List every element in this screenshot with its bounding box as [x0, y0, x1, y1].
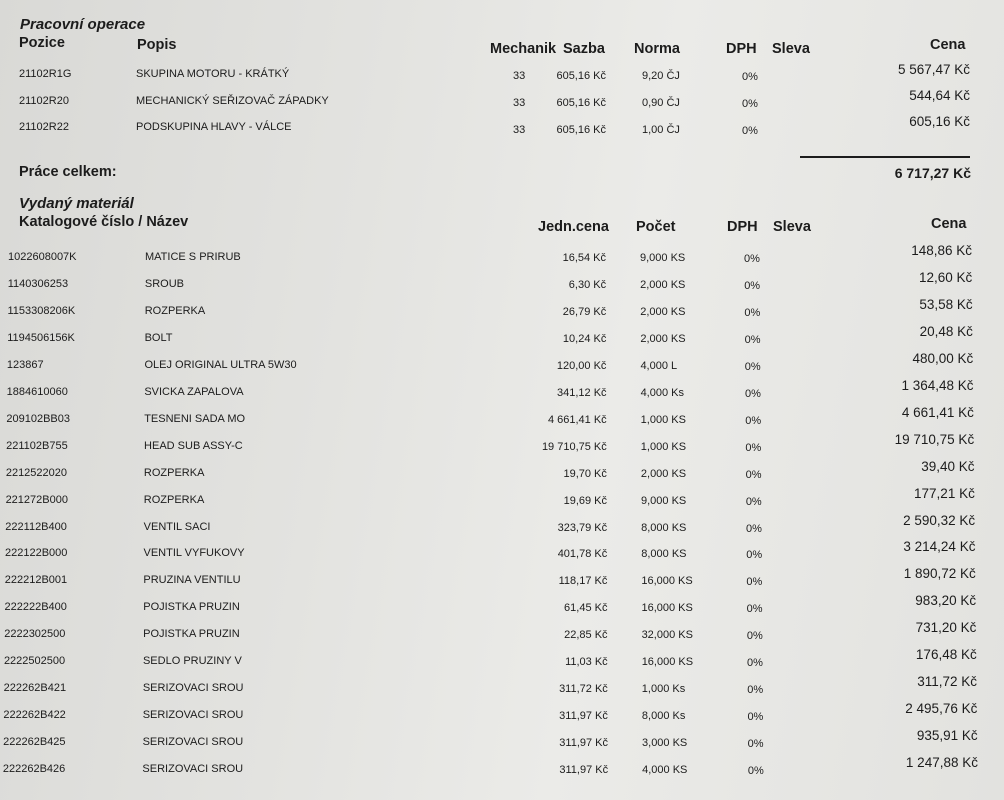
labor-row-2-popis: MECHANICKÝ SEŘIZOVAČ ZÁPADKY: [136, 95, 329, 107]
material-nazev: SERIZOVACI SROU: [142, 736, 244, 749]
material-pocet: 1,000 Ks: [641, 683, 686, 696]
material-cislo: 2222302500: [4, 628, 66, 641]
material-nazev: SEDLO PRUZINY V: [142, 655, 242, 668]
total-rule: [800, 156, 970, 158]
material-cena: 1 890,72 Kč: [903, 566, 976, 582]
material-pocet: 2,000 KS: [640, 305, 686, 318]
material-cislo: 1884610060: [6, 385, 68, 398]
labor-header-norma: Norma: [634, 41, 680, 57]
labor-row-1-sazba: 605,16 Kč: [556, 70, 606, 82]
material-pocet: 2,000 KS: [640, 467, 687, 480]
material-nazev: HEAD SUB ASSY-C: [144, 439, 243, 452]
material-cena: 2 495,76 Kč: [905, 701, 978, 717]
material-dph: 0%: [745, 495, 762, 508]
material-pocet: 32,000 KS: [641, 629, 693, 642]
material-dph: 0%: [747, 657, 763, 670]
labor-row-3-mechanik: 33: [513, 124, 526, 136]
material-dph: 0%: [744, 306, 761, 319]
material-cislo: 222122B000: [5, 547, 68, 560]
material-pocet: 2,000 KS: [640, 332, 686, 345]
material-jedn-cena: 323,79 Kč: [557, 521, 608, 534]
material-cislo: 2212522020: [5, 466, 68, 479]
material-jedn-cena: 341,12 Kč: [557, 386, 607, 399]
material-cislo: 222262B421: [3, 682, 67, 695]
material-cislo: 1140306253: [7, 277, 69, 290]
material-dph: 0%: [745, 441, 762, 454]
material-dph: 0%: [746, 603, 763, 616]
material-dph: 0%: [744, 253, 760, 265]
labor-header-popis: Popis: [137, 37, 177, 53]
labor-row-2-pozice: 21102R20: [19, 95, 69, 107]
material-jedn-cena: 61,45 Kč: [564, 602, 608, 615]
material-header-katalog: Katalogové číslo / Název: [19, 214, 189, 230]
material-cena: 12,60 Kč: [919, 269, 973, 285]
material-pocet: 2,000 KS: [640, 278, 686, 291]
material-nazev: POJISTKA PRUZIN: [143, 601, 240, 614]
material-cena: 176,48 Kč: [915, 647, 977, 663]
material-jedn-cena: 26,79 Kč: [562, 305, 607, 318]
material-dph: 0%: [746, 576, 763, 589]
material-dph: 0%: [744, 360, 761, 373]
material-dph: 0%: [746, 522, 762, 535]
material-jedn-cena: 311,97 Kč: [559, 737, 609, 750]
material-dph: 0%: [744, 279, 761, 292]
labor-row-3-dph: 0%: [742, 125, 758, 137]
material-nazev: SERIZOVACI SROU: [142, 763, 244, 776]
material-pocet: 16,000 KS: [641, 575, 693, 588]
material-cislo: 1153308206K: [7, 304, 76, 317]
material-cena: 53,58 Kč: [919, 296, 973, 312]
material-dph: 0%: [747, 765, 764, 778]
material-dph: 0%: [745, 414, 762, 427]
labor-row-3-norma: 1,00 ČJ: [642, 124, 680, 136]
material-section-title: Vydaný materiál: [19, 195, 134, 212]
material-dph: 0%: [744, 333, 761, 346]
material-cislo: 222262B426: [2, 763, 66, 776]
labor-row-3-pozice: 21102R22: [19, 121, 69, 133]
labor-header-sazba: Sazba: [563, 41, 605, 57]
material-pocet: 8,000 KS: [641, 548, 687, 561]
material-cena: 4 661,41 Kč: [901, 404, 974, 420]
material-pocet: 9,000 KS: [640, 252, 686, 264]
material-cislo: 222262B422: [3, 709, 66, 722]
material-nazev: VENTIL SACI: [143, 520, 211, 533]
material-nazev: OLEJ ORIGINAL ULTRA 5W30: [144, 358, 297, 371]
material-header-sleva: Sleva: [773, 219, 811, 235]
labor-row-3-popis: PODSKUPINA HLAVY - VÁLCE: [136, 121, 292, 133]
material-nazev: SERIZOVACI SROU: [142, 709, 244, 722]
material-jedn-cena: 19 710,75 Kč: [541, 440, 607, 453]
material-pocet: 8,000 KS: [641, 521, 687, 534]
material-pocet: 16,000 KS: [641, 602, 693, 615]
material-cena: 19 710,75 Kč: [894, 431, 975, 447]
material-jedn-cena: 19,69 Kč: [563, 494, 607, 507]
labor-row-1-mechanik: 33: [513, 70, 526, 82]
material-pocet: 4,000 L: [640, 359, 678, 372]
material-cislo: 222212B001: [4, 574, 68, 587]
labor-row-3-sazba: 605,16 Kč: [556, 124, 606, 136]
labor-total-label: Práce celkem:: [19, 164, 117, 180]
material-cena: 480,00 Kč: [912, 350, 974, 366]
labor-row-1-popis: SKUPINA MOTORU - KRÁTKÝ: [136, 68, 290, 80]
material-pocet: 1,000 KS: [640, 440, 687, 453]
material-cena: 1 247,88 Kč: [905, 755, 978, 771]
material-nazev: POJISTKA PRUZIN: [143, 628, 240, 641]
material-nazev: ROZPERKA: [143, 466, 205, 479]
material-cislo: 222222B400: [4, 601, 67, 614]
labor-header-sleva: Sleva: [772, 41, 810, 57]
material-pocet: 8,000 Ks: [641, 710, 686, 723]
labor-row-2-cena: 544,64 Kč: [909, 88, 970, 103]
material-jedn-cena: 118,17 Kč: [558, 575, 608, 588]
material-cislo: 222112B400: [5, 520, 67, 533]
material-dph: 0%: [746, 630, 763, 643]
material-jedn-cena: 22,85 Kč: [564, 629, 608, 642]
material-pocet: 9,000 KS: [641, 494, 687, 507]
material-dph: 0%: [747, 711, 764, 724]
material-dph: 0%: [746, 549, 763, 562]
material-nazev: ROZPERKA: [143, 493, 205, 506]
material-cislo: 209102BB03: [6, 412, 70, 425]
material-cena: 731,20 Kč: [915, 620, 977, 636]
labor-row-1-norma: 9,20 ČJ: [642, 70, 680, 82]
material-cena: 983,20 Kč: [915, 593, 977, 609]
material-jedn-cena: 16,54 Kč: [562, 252, 606, 264]
material-jedn-cena: 311,97 Kč: [559, 710, 608, 723]
material-pocet: 16,000 KS: [641, 656, 694, 669]
labor-row-2-dph: 0%: [742, 98, 758, 110]
labor-row-1-dph: 0%: [742, 71, 758, 83]
material-nazev: BOLT: [144, 331, 173, 344]
material-cislo: 1022608007K: [8, 251, 77, 263]
material-cislo: 123867: [6, 358, 44, 371]
material-jedn-cena: 6,30 Kč: [568, 278, 607, 291]
labor-row-2-sazba: 605,16 Kč: [556, 97, 606, 109]
material-nazev: PRUZINA VENTILU: [143, 574, 241, 587]
material-pocet: 3,000 KS: [642, 737, 688, 750]
material-cena: 1 364,48 Kč: [901, 377, 974, 393]
material-cena: 20,48 Kč: [919, 323, 973, 339]
material-cislo: 1194506156K: [7, 331, 75, 344]
labor-header-dph: DPH: [726, 41, 757, 57]
material-header-dph: DPH: [727, 219, 758, 235]
material-dph: 0%: [745, 468, 762, 481]
material-cena: 148,86 Kč: [911, 243, 972, 258]
labor-row-2-mechanik: 33: [513, 97, 526, 109]
material-nazev: ROZPERKA: [144, 304, 206, 317]
material-jedn-cena: 11,03 Kč: [565, 656, 608, 669]
labor-row-2-norma: 0,90 ČJ: [642, 97, 680, 109]
material-pocet: 1,000 KS: [640, 413, 686, 426]
material-cena: 935,91 Kč: [916, 728, 978, 744]
material-pocet: 4,000 KS: [642, 764, 688, 777]
material-cena: 311,72 Kč: [917, 674, 978, 690]
material-jedn-cena: 10,24 Kč: [562, 332, 607, 345]
material-cena: 39,40 Kč: [921, 458, 975, 474]
material-pocet: 4,000 Ks: [640, 386, 684, 399]
material-cena: 177,21 Kč: [914, 485, 975, 501]
material-nazev: SVICKA ZAPALOVA: [144, 385, 244, 398]
material-jedn-cena: 311,72 Kč: [559, 683, 608, 696]
material-nazev: SROUB: [144, 277, 184, 290]
material-nazev: MATICE S PRIRUB: [145, 251, 241, 263]
material-cena: 2 590,32 Kč: [903, 512, 976, 528]
material-nazev: VENTIL VYFUKOVY: [143, 547, 245, 560]
material-header-pocet: Počet: [636, 219, 676, 235]
material-dph: 0%: [747, 684, 764, 697]
labor-header-cena: Cena: [930, 37, 966, 53]
labor-header-pozice: Pozice: [19, 35, 65, 51]
labor-row-1-pozice: 21102R1G: [19, 68, 72, 80]
material-cislo: 222262B425: [3, 736, 66, 749]
material-dph: 0%: [745, 387, 761, 400]
material-nazev: TESNENI SADA MO: [144, 412, 246, 425]
labor-total-value: 6 717,27 Kč: [894, 165, 971, 181]
material-dph: 0%: [747, 738, 764, 751]
material-header-cena: Cena: [931, 216, 967, 232]
material-jedn-cena: 4 661,41 Kč: [547, 413, 607, 426]
material-cislo: 221102B755: [6, 439, 68, 452]
labor-row-3-cena: 605,16 Kč: [909, 114, 970, 129]
labor-section-title: Pracovní operace: [20, 16, 146, 33]
material-jedn-cena: 401,78 Kč: [557, 548, 608, 561]
material-jedn-cena: 311,97 Kč: [559, 764, 609, 777]
material-jedn-cena: 19,70 Kč: [563, 467, 607, 480]
material-cena: 3 214,24 Kč: [903, 539, 976, 555]
material-jedn-cena: 120,00 Kč: [556, 359, 607, 372]
labor-header-mechanik: Mechanik: [490, 41, 557, 57]
labor-row-1-cena: 5 567,47 Kč: [897, 62, 970, 77]
material-cislo: 221272B000: [5, 493, 68, 506]
material-nazev: SERIZOVACI SROU: [142, 682, 244, 695]
material-cislo: 2222502500: [3, 655, 66, 668]
material-header-jedn-cena: Jedn.cena: [538, 219, 609, 235]
